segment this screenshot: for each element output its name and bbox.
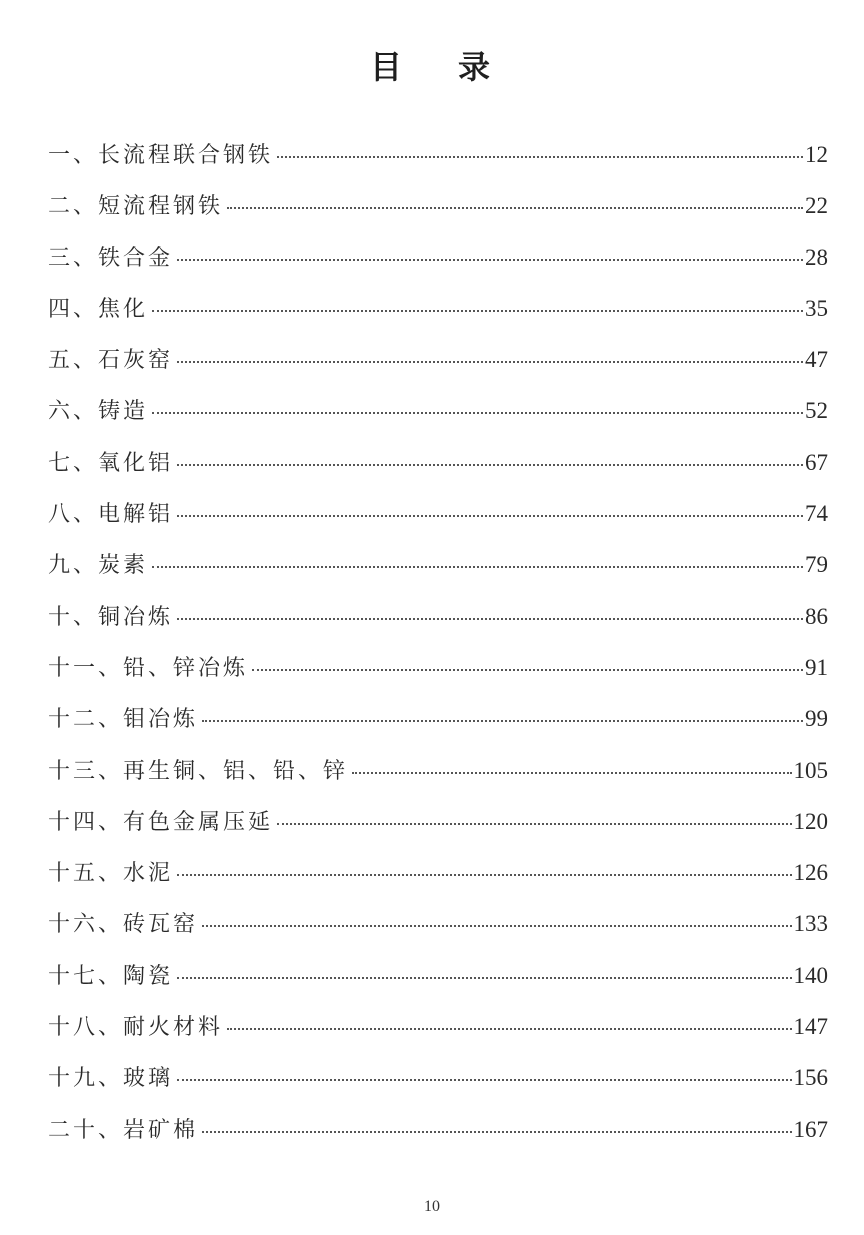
toc-entry-page: 74 [805, 501, 828, 527]
toc-entry-label: 一、长流程联合钢铁 [48, 143, 274, 168]
dot-leader [152, 566, 803, 568]
toc-entry[interactable] [48, 959, 828, 1010]
toc-entry-label: 十七、陶瓷 [48, 963, 174, 989]
toc-entry-page: 133 [793, 911, 828, 937]
toc-entry-label: 十、铜冶炼 [48, 604, 174, 630]
dot-leader [177, 874, 791, 876]
dot-leader [177, 259, 803, 261]
dot-leader [277, 823, 791, 825]
toc-entry-label: 九、炭素 [48, 553, 149, 579]
toc-entry[interactable] [48, 1061, 828, 1112]
toc-entry-page: 67 [805, 449, 828, 475]
toc-entry-label: 十二、钼冶炼 [48, 707, 199, 733]
title-char-1: 目 [369, 48, 406, 86]
title-char-2: 录 [458, 48, 495, 86]
dot-leader [177, 977, 791, 979]
toc-entry[interactable] [48, 754, 828, 805]
toc-entry[interactable] [48, 1010, 828, 1061]
dot-leader [177, 515, 803, 517]
toc-list [48, 138, 828, 1164]
toc-entry[interactable] [48, 497, 828, 548]
toc-entry-page: 140 [793, 962, 828, 988]
toc-entry-page: 105 [793, 757, 828, 783]
dot-leader [177, 464, 803, 466]
toc-entry-label: 三、铁合金 [48, 245, 174, 271]
toc-entry-label: 二、短流程钢铁 [48, 194, 224, 220]
toc-entry[interactable] [48, 907, 828, 958]
page-title [0, 42, 864, 88]
toc-entry[interactable] [48, 805, 828, 856]
toc-entry-label: 十五、水泥 [48, 861, 174, 887]
toc-entry-label: 二十、岩矿棉 [48, 1117, 199, 1143]
dot-leader [177, 361, 803, 363]
toc-entry[interactable] [48, 394, 828, 445]
toc-entry-page: 156 [793, 1065, 828, 1091]
dot-leader [152, 310, 803, 312]
toc-entry[interactable] [48, 600, 828, 651]
toc-entry-label: 十八、耐火材料 [48, 1015, 224, 1041]
toc-entry-page: 91 [805, 654, 828, 680]
toc-entry[interactable] [48, 138, 828, 189]
toc-entry[interactable] [48, 292, 828, 343]
dot-leader [177, 618, 803, 620]
toc-entry-label: 十四、有色金属压延 [48, 809, 274, 835]
toc-entry-page: 120 [793, 808, 828, 834]
dot-leader [177, 1079, 791, 1081]
toc-entry-page: 12 [805, 142, 828, 167]
toc-entry-page: 22 [805, 193, 828, 219]
toc-entry[interactable] [48, 189, 828, 240]
toc-entry-label: 五、石灰窑 [48, 348, 174, 374]
toc-entry-page: 47 [805, 347, 828, 373]
toc-entry-label: 十六、砖瓦窑 [48, 912, 199, 938]
toc-entry-label: 七、氧化铝 [48, 450, 174, 476]
toc-entry-label: 十三、再生铜、铝、铅、锌 [48, 758, 349, 784]
toc-entry[interactable] [48, 548, 828, 599]
dot-leader [227, 1028, 791, 1030]
toc-entry-label: 六、铸造 [48, 399, 149, 425]
toc-entry-page: 35 [805, 295, 828, 321]
toc-entry-label: 十九、玻璃 [48, 1066, 174, 1092]
dot-leader [202, 1131, 791, 1133]
toc-entry-page: 86 [805, 603, 828, 629]
dot-leader [352, 772, 791, 774]
dot-leader [202, 720, 803, 722]
toc-entry[interactable] [48, 651, 828, 702]
dot-leader [277, 156, 803, 158]
toc-entry[interactable] [48, 241, 828, 292]
toc-entry-page: 126 [793, 860, 828, 886]
dot-leader [252, 669, 803, 671]
toc-entry[interactable] [48, 856, 828, 907]
toc-entry[interactable] [48, 1113, 828, 1164]
dot-leader [202, 925, 791, 927]
dot-leader [152, 412, 803, 414]
page-number: 10 [424, 1198, 440, 1215]
toc-entry-label: 八、电解铝 [48, 502, 174, 528]
toc-entry-label: 四、焦化 [48, 296, 149, 322]
toc-entry-page: 147 [793, 1014, 828, 1040]
toc-entry-page: 167 [793, 1116, 828, 1142]
toc-entry-page: 99 [805, 706, 828, 732]
toc-entry-page: 28 [805, 244, 828, 270]
toc-entry[interactable] [48, 702, 828, 753]
toc-entry[interactable] [48, 446, 828, 497]
toc-entry-page: 52 [805, 398, 828, 424]
dot-leader [227, 207, 803, 209]
toc-entry-label: 十一、铅、锌冶炼 [48, 655, 249, 681]
toc-entry[interactable] [48, 343, 828, 394]
toc-entry-page: 79 [805, 552, 828, 578]
